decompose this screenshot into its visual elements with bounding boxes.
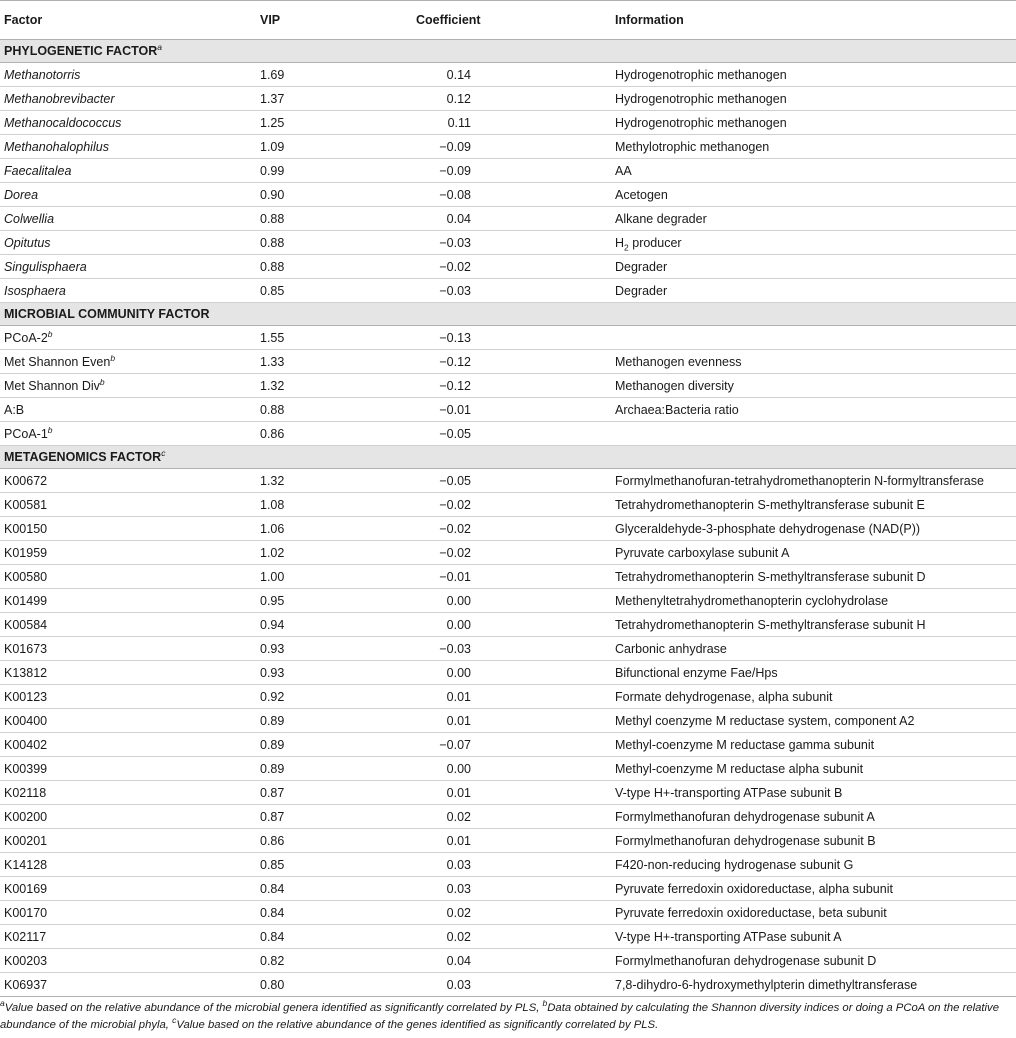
coefficient-cell: 0.02 — [358, 925, 615, 949]
factor-name: K00399 — [4, 761, 48, 776]
vip-cell: 1.25 — [250, 111, 358, 135]
factor-name: PCoA-2 — [4, 330, 48, 345]
factor-name: Met Shannon Even — [4, 354, 111, 369]
table-row — [0, 350, 1016, 374]
vip-cell: 0.89 — [250, 733, 358, 757]
coefficient-cell: 0.03 — [358, 877, 615, 901]
section-header-metagenomics — [0, 446, 1016, 469]
factor-name: K00200 — [4, 809, 48, 824]
factor-name: K00170 — [4, 905, 48, 920]
header-row — [0, 1, 1016, 40]
information-cell — [615, 350, 1016, 374]
coefficient-cell: 0.04 — [358, 207, 615, 231]
information-text: V-type H+-transporting ATPase subunit A — [615, 929, 842, 944]
information-text: Glyceraldehyde-3-phosphate dehydrogenase (NAD(P)) — [615, 521, 921, 536]
factor-cell — [0, 565, 250, 589]
footnote-b-mark: b — [542, 998, 548, 1009]
vip-cell: 1.09 — [250, 135, 358, 159]
section-title: MICROBIAL COMMUNITY FACTOR — [4, 307, 210, 321]
information-text: Pyruvate ferredoxin oxidoreductase, beta subunit — [615, 905, 887, 920]
factor-name: Methanocaldococcus — [4, 115, 122, 130]
vip-cell: 0.90 — [250, 183, 358, 207]
factor-name: K02118 — [4, 785, 47, 800]
factor-cell — [0, 350, 250, 374]
factor-footnote-mark: b — [99, 376, 105, 387]
information-text: F420-non-reducing hydrogenase subunit G — [615, 857, 854, 872]
vip-cell: 1.33 — [250, 350, 358, 374]
factor-cell — [0, 589, 250, 613]
information-text: Formylmethanofuran dehydrogenase subunit B — [615, 833, 876, 848]
vip-cell: 0.86 — [250, 829, 358, 853]
information-text: V-type H+-transporting ATPase subunit B — [615, 785, 843, 800]
table-row — [0, 805, 1016, 829]
vip-cell: 0.86 — [250, 422, 358, 446]
factor-cell — [0, 901, 250, 925]
information-cell — [615, 374, 1016, 398]
header-information: Information — [615, 1, 1016, 40]
factor-name: K00580 — [4, 569, 48, 584]
coefficient-cell: 0.11 — [358, 111, 615, 135]
table-row — [0, 685, 1016, 709]
information-text: Methanogen evenness — [615, 354, 742, 369]
table-row — [0, 87, 1016, 111]
coefficient-cell: −0.07 — [358, 733, 615, 757]
coefficient-cell: −0.12 — [358, 374, 615, 398]
coefficient-cell: −0.09 — [358, 135, 615, 159]
footnote-c-text: Value based on the relative abundance of the genes identified as significantly correlated by PLS. — [176, 1019, 659, 1031]
vip-cell: 1.32 — [250, 374, 358, 398]
vip-cell: 0.99 — [250, 159, 358, 183]
factor-cell — [0, 829, 250, 853]
factor-name: Met Shannon Div — [4, 378, 100, 393]
vip-cell: 0.88 — [250, 207, 358, 231]
factor-name: Isosphaera — [4, 283, 66, 298]
information-cell — [615, 853, 1016, 877]
factor-cell — [0, 159, 250, 183]
coefficient-cell: −0.02 — [358, 541, 615, 565]
information-cell — [615, 949, 1016, 973]
vip-cell: 0.87 — [250, 805, 358, 829]
table-row — [0, 709, 1016, 733]
information-cell — [615, 159, 1016, 183]
table-row — [0, 733, 1016, 757]
information-cell — [615, 637, 1016, 661]
table-row — [0, 565, 1016, 589]
information-text: H — [615, 235, 625, 250]
coefficient-cell: −0.09 — [358, 159, 615, 183]
vip-cell: 0.89 — [250, 757, 358, 781]
footnote-c-mark: c — [172, 1015, 177, 1026]
table-row — [0, 422, 1016, 446]
table-row — [0, 637, 1016, 661]
vip-cell: 1.55 — [250, 326, 358, 350]
information-text: Degrader — [615, 259, 668, 274]
factor-cell — [0, 685, 250, 709]
factor-cell — [0, 87, 250, 111]
information-cell — [615, 613, 1016, 637]
factor-cell — [0, 925, 250, 949]
factor-footnote-mark: b — [47, 328, 53, 339]
factor-cell — [0, 613, 250, 637]
information-cell — [615, 63, 1016, 87]
information-cell — [615, 326, 1016, 350]
table-row — [0, 949, 1016, 973]
factor-name: Methanotorris — [4, 67, 81, 82]
vip-cell: 0.93 — [250, 637, 358, 661]
information-cell — [615, 733, 1016, 757]
information-cell — [615, 135, 1016, 159]
factor-cell — [0, 374, 250, 398]
vip-cell: 0.84 — [250, 925, 358, 949]
vip-cell: 1.02 — [250, 541, 358, 565]
table-row — [0, 374, 1016, 398]
footnote-a-text: Value based on the relative abundance of the microbial genera identified as significantly correlated by PLS, — [4, 1002, 543, 1014]
table-row — [0, 517, 1016, 541]
coefficient-cell: −0.02 — [358, 493, 615, 517]
information-text: Formate dehydrogenase, alpha subunit — [615, 689, 833, 704]
table-row — [0, 135, 1016, 159]
information-text: Methylotrophic methanogen — [615, 139, 770, 154]
information-cell — [615, 469, 1016, 493]
factor-cell — [0, 183, 250, 207]
factor-cell — [0, 517, 250, 541]
information-cell — [615, 183, 1016, 207]
factor-name: K00402 — [4, 737, 48, 752]
factor-name: K00150 — [4, 521, 48, 536]
information-cell — [615, 877, 1016, 901]
footnote-a-mark: a — [0, 998, 5, 1009]
factor-name: K01959 — [4, 545, 48, 560]
table-footnote — [0, 1000, 1014, 1034]
factor-name: K01499 — [4, 593, 48, 608]
information-text: Methenyltetrahydromethanopterin cyclohydrolase — [615, 593, 889, 608]
factor-name: K14128 — [4, 857, 48, 872]
factor-footnote-mark: b — [110, 352, 116, 363]
coefficient-cell: 0.03 — [358, 853, 615, 877]
information-cell — [615, 901, 1016, 925]
table-row — [0, 398, 1016, 422]
information-text: Tetrahydromethanopterin S-methyltransferase subunit D — [615, 569, 926, 584]
vip-cell: 1.69 — [250, 63, 358, 87]
table-row — [0, 493, 1016, 517]
information-text: Methyl-coenzyme M reductase alpha subunit — [615, 761, 864, 776]
factor-cell — [0, 469, 250, 493]
factor-cell — [0, 231, 250, 255]
table-row — [0, 853, 1016, 877]
vip-cell: 0.85 — [250, 853, 358, 877]
coefficient-cell: 0.00 — [358, 613, 615, 637]
vip-cell: 1.00 — [250, 565, 358, 589]
information-text: Methanogen diversity — [615, 378, 734, 393]
information-text: Formylmethanofuran dehydrogenase subunit D — [615, 953, 877, 968]
coefficient-cell: −0.01 — [358, 398, 615, 422]
section-title-cell — [0, 40, 1016, 63]
table-row — [0, 757, 1016, 781]
table-row — [0, 901, 1016, 925]
information-cell — [615, 493, 1016, 517]
coefficient-cell: 0.01 — [358, 781, 615, 805]
table-row — [0, 326, 1016, 350]
information-cell — [615, 781, 1016, 805]
information-text: 7,8-dihydro-6-hydroxymethylpterin dimethyltransferase — [615, 977, 918, 992]
information-cell — [615, 565, 1016, 589]
information-text: Pyruvate carboxylase subunit A — [615, 545, 790, 560]
coefficient-cell: 0.01 — [358, 685, 615, 709]
coefficient-cell: −0.13 — [358, 326, 615, 350]
factor-cell — [0, 757, 250, 781]
factor-cell — [0, 541, 250, 565]
factor-name: Colwellia — [4, 211, 55, 226]
vip-cell: 0.84 — [250, 877, 358, 901]
information-text: AA — [615, 163, 632, 178]
factor-name: Opitutus — [4, 235, 51, 250]
factor-name: K00123 — [4, 689, 48, 704]
section-header-phylogenetic — [0, 40, 1016, 63]
vip-cell: 1.06 — [250, 517, 358, 541]
footnote-b-text: Data obtained by calculating the Shannon diversity indices or doing a PCoA on the relative abundance of the microbial phyla, — [0, 1002, 999, 1031]
information-text: Formylmethanofuran dehydrogenase subunit A — [615, 809, 875, 824]
table-row — [0, 877, 1016, 901]
information-cell — [615, 709, 1016, 733]
coefficient-cell: −0.03 — [358, 231, 615, 255]
vip-cell: 0.93 — [250, 661, 358, 685]
factor-cell — [0, 326, 250, 350]
factor-name: K01673 — [4, 641, 48, 656]
factor-name: Singulisphaera — [4, 259, 87, 274]
information-text: Degrader — [615, 283, 668, 298]
information-cell — [615, 685, 1016, 709]
information-text: Hydrogenotrophic methanogen — [615, 115, 787, 130]
information-cell — [615, 925, 1016, 949]
factor-name: K02117 — [4, 929, 47, 944]
factor-cell — [0, 637, 250, 661]
header-coefficient: Coefficient — [358, 1, 615, 40]
table-row — [0, 469, 1016, 493]
factor-name: A:B — [4, 402, 25, 417]
factor-footnote-mark: b — [47, 424, 53, 435]
information-cell — [615, 829, 1016, 853]
coefficient-cell: −0.03 — [358, 279, 615, 303]
vip-cell: 0.84 — [250, 901, 358, 925]
table-row — [0, 973, 1016, 997]
vip-cell: 0.85 — [250, 279, 358, 303]
factor-name: K00203 — [4, 953, 48, 968]
factor-name: K00400 — [4, 713, 48, 728]
table-row — [0, 255, 1016, 279]
information-cell — [615, 231, 1016, 255]
coefficient-cell: 0.01 — [358, 709, 615, 733]
information-text: Hydrogenotrophic methanogen — [615, 67, 787, 82]
factor-cell — [0, 207, 250, 231]
information-text: Alkane degrader — [615, 211, 707, 226]
vip-cell: 0.89 — [250, 709, 358, 733]
factor-name: Dorea — [4, 187, 39, 202]
vip-cell: 0.94 — [250, 613, 358, 637]
factor-cell — [0, 111, 250, 135]
coefficient-cell: 0.03 — [358, 973, 615, 997]
coefficient-cell: −0.05 — [358, 422, 615, 446]
coefficient-cell: 0.00 — [358, 757, 615, 781]
vip-cell: 0.88 — [250, 255, 358, 279]
table-row — [0, 925, 1016, 949]
factor-name: K00201 — [4, 833, 48, 848]
table-row — [0, 541, 1016, 565]
information-cell — [615, 111, 1016, 135]
table-row — [0, 159, 1016, 183]
factor-name: K00169 — [4, 881, 48, 896]
factor-cell — [0, 709, 250, 733]
factor-cell — [0, 493, 250, 517]
information-cell — [615, 422, 1016, 446]
information-cell — [615, 279, 1016, 303]
coefficient-cell: 0.00 — [358, 661, 615, 685]
coefficient-cell: 0.02 — [358, 805, 615, 829]
factor-cell — [0, 877, 250, 901]
vip-cell: 0.95 — [250, 589, 358, 613]
factor-cell — [0, 733, 250, 757]
information-subscript: 2 — [624, 242, 629, 252]
section-title: PHYLOGENETIC FACTOR — [4, 44, 158, 58]
factor-cell — [0, 63, 250, 87]
factor-cell — [0, 398, 250, 422]
section-title-cell — [0, 446, 1016, 469]
information-text: Methyl coenzyme M reductase system, component A2 — [615, 713, 915, 728]
section-header-community — [0, 303, 1016, 326]
coefficient-cell: −0.02 — [358, 517, 615, 541]
factor-cell — [0, 853, 250, 877]
factor-name: K13812 — [4, 665, 48, 680]
information-text-suffix: producer — [628, 235, 682, 250]
factor-cell — [0, 135, 250, 159]
factor-name: Methanobrevibacter — [4, 91, 115, 106]
information-cell — [615, 255, 1016, 279]
factor-name: K00581 — [4, 497, 48, 512]
factor-name: PCoA-1 — [4, 426, 48, 441]
section-title-cell — [0, 303, 1016, 326]
information-cell — [615, 757, 1016, 781]
factor-cell — [0, 973, 250, 997]
factor-name: K06937 — [4, 977, 48, 992]
coefficient-cell: 0.02 — [358, 901, 615, 925]
information-cell — [615, 541, 1016, 565]
coefficient-cell: −0.01 — [358, 565, 615, 589]
factor-name: Faecalitalea — [4, 163, 72, 178]
information-cell — [615, 661, 1016, 685]
vip-cell: 0.82 — [250, 949, 358, 973]
section-footnote-mark: c — [161, 447, 166, 458]
information-cell — [615, 973, 1016, 997]
factor-cell — [0, 949, 250, 973]
coefficient-cell: 0.01 — [358, 829, 615, 853]
information-cell — [615, 398, 1016, 422]
vip-cell: 0.88 — [250, 231, 358, 255]
vip-cell: 0.88 — [250, 398, 358, 422]
vip-cell: 1.37 — [250, 87, 358, 111]
coefficient-cell: −0.08 — [358, 183, 615, 207]
information-text: Tetrahydromethanopterin S-methyltransferase subunit H — [615, 617, 926, 632]
coefficient-cell: 0.12 — [358, 87, 615, 111]
factor-cell — [0, 279, 250, 303]
table-row — [0, 183, 1016, 207]
factor-cell — [0, 805, 250, 829]
header-vip: VIP — [250, 1, 358, 40]
vip-cell: 0.92 — [250, 685, 358, 709]
information-cell — [615, 805, 1016, 829]
information-text: Tetrahydromethanopterin S-methyltransferase subunit E — [615, 497, 925, 512]
vip-cell: 0.87 — [250, 781, 358, 805]
factor-cell — [0, 255, 250, 279]
table-row — [0, 613, 1016, 637]
information-text: Methyl-coenzyme M reductase gamma subunit — [615, 737, 875, 752]
table-row — [0, 63, 1016, 87]
information-text: Acetogen — [615, 187, 668, 202]
section-title: METAGENOMICS FACTOR — [4, 450, 162, 464]
information-text: Hydrogenotrophic methanogen — [615, 91, 787, 106]
information-text: Archaea:Bacteria ratio — [615, 402, 739, 417]
factor-cell — [0, 661, 250, 685]
vip-cell: 1.32 — [250, 469, 358, 493]
information-text: Formylmethanofuran-tetrahydromethanopterin N-formyltransferase — [615, 473, 984, 488]
information-cell — [615, 207, 1016, 231]
coefficient-cell: −0.03 — [358, 637, 615, 661]
factor-name: Methanohalophilus — [4, 139, 109, 154]
coefficient-cell: 0.00 — [358, 589, 615, 613]
coefficient-cell: 0.14 — [358, 63, 615, 87]
information-cell — [615, 589, 1016, 613]
section-footnote-mark: a — [157, 41, 162, 52]
factor-name: K00584 — [4, 617, 48, 632]
information-text: Pyruvate ferredoxin oxidoreductase, alpha subunit — [615, 881, 893, 896]
header-factor: Factor — [0, 1, 250, 40]
table-row — [0, 279, 1016, 303]
coefficient-cell: −0.05 — [358, 469, 615, 493]
coefficient-cell: −0.02 — [358, 255, 615, 279]
table-row — [0, 231, 1016, 255]
information-cell — [615, 87, 1016, 111]
vip-cell: 1.08 — [250, 493, 358, 517]
factor-cell — [0, 422, 250, 446]
information-cell — [615, 517, 1016, 541]
information-text: Carbonic anhydrase — [615, 641, 727, 656]
table-row — [0, 829, 1016, 853]
coefficient-cell: −0.12 — [358, 350, 615, 374]
table-row — [0, 207, 1016, 231]
table-row — [0, 661, 1016, 685]
factor-name: K00672 — [4, 473, 48, 488]
table-row — [0, 111, 1016, 135]
table-row — [0, 589, 1016, 613]
coefficient-cell: 0.04 — [358, 949, 615, 973]
vip-cell: 0.80 — [250, 973, 358, 997]
table-row — [0, 781, 1016, 805]
factor-cell — [0, 781, 250, 805]
information-text: Bifunctional enzyme Fae/Hps — [615, 665, 778, 680]
